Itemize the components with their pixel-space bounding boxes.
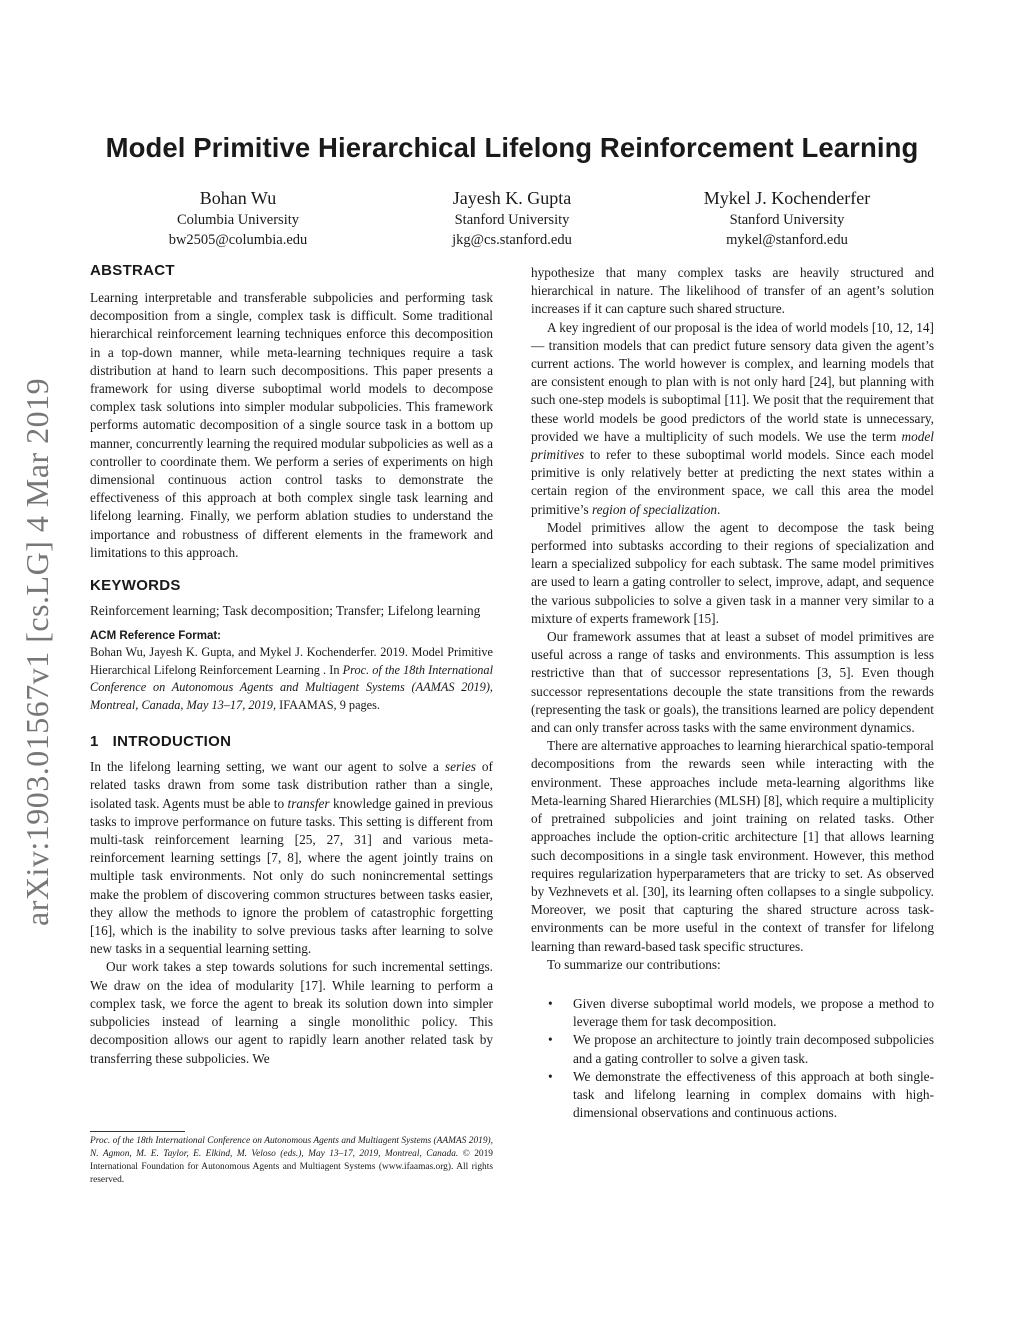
paper-title: Model Primitive Hierarchical Lifelong Reinforcement Learning bbox=[105, 132, 919, 163]
intro-paragraph-6: There are alternative approaches to learning hierarchical spatio-temporal decompositions from the rewards seen while interacting with the environment. These approaches include meta-learning algorithms like Meta-learning Shared Hierarchies (MLSH) [8], which require a multiplicity of pretrained subpolicies and joint training on related tasks. Other approaches include the option-critic architecture [1] that allows learning such decompositions in a single task environment. However, this method requires regularization hyperparameters that are tricky to set. As observed by Vezhnevets et al. [30], its learning often collapses to a single subpolicy. Moreover, we posit that capturing the shared structure across task-environments can be more useful in the context of transfer for lifelong learning than reward-based task specific structures. bbox=[531, 738, 934, 954]
footnote-rule bbox=[90, 1131, 185, 1132]
list-item bbox=[531, 1068, 934, 1123]
author-affiliation: Stanford University bbox=[454, 212, 570, 228]
author-block bbox=[362, 186, 662, 250]
contributions-list bbox=[531, 995, 934, 1122]
section-title: INTRODUCTION bbox=[112, 733, 232, 751]
acm-reference-text bbox=[90, 644, 493, 714]
author-name: Mykel J. Kochenderfer bbox=[703, 188, 871, 208]
acm-reference-label: ACM Reference Format: bbox=[90, 630, 221, 643]
list-item bbox=[531, 1031, 934, 1067]
arxiv-stamp: arXiv:1903.01567v1 [cs.LG] 4 Mar 2019 bbox=[19, 377, 55, 926]
author-name: Jayesh K. Gupta bbox=[452, 188, 572, 208]
intro-paragraph-5: Our framework assumes that at least a subset of model primitives are useful across a range of tasks and environments. This assumption is less restrictive than that of successor representations [3, 5]. Even though successor representations decouple the state transitions from the rewards (representing the task or goals), the transitions learned are policy dependent and can only transfer across tasks with the same environment dynamics. bbox=[531, 629, 934, 736]
section-number: 1 bbox=[90, 733, 99, 751]
right-column bbox=[531, 264, 934, 1122]
author-email: bw2505@columbia.edu bbox=[168, 232, 308, 248]
acm-reference-venue: Proc. of the 18th International Conference on Autonomous Agents and Multiagent Systems (AAMAS 2019), Montreal, Canada, May 13–17, 2019, bbox=[90, 662, 493, 712]
bullet-icon: • bbox=[548, 1068, 553, 1084]
list-item bbox=[531, 995, 934, 1031]
left-column bbox=[90, 261, 493, 1068]
intro-paragraph-1: In the lifelong learning setting, we want our agent to solve a series of related tasks drawn from some task distribution rather than a single, isolated task. Agents must be able to transfer knowledge gained in previous tasks to improve performance on future tasks. This setting is different from multi-task reinforcement learning [25, 27, 31] and various meta-reinforcement learning settings [7, 8], where the agent jointly trains on multiple task environments. Not only do such nonincremental settings make the problem of discovering common structures between tasks easier, they allow the methods to ignore the problem of catastrophic forgetting [16], which is the inability to solve previous tasks after learning to solve new tasks in a sequential learning setting. bbox=[90, 759, 494, 957]
author-email: jkg@cs.stanford.edu bbox=[452, 232, 572, 248]
footnote-venue: Proc. of the 18th International Conference on Autonomous Agents and Multiagent Systems (AAMAS 2019), N. Agmon, M. E. Taylor, E. Elkind, M. Veloso (eds.), May 13–17, 2019, Montreal, Canada. bbox=[90, 1136, 493, 1159]
intro-paragraph-2: Our work takes a step towards solutions for such incremental settings. We draw on the idea of modularity [17]. While learning to perform a complex task, we force the agent to break its solution down into simpler subpolicies instead of learning a single monolithic policy. This decomposition allows our agent to rapidly learn another related task by transferring these subpolicies. We bbox=[90, 959, 493, 1066]
introduction-heading bbox=[90, 732, 493, 752]
intro-paragraph-continued: hypothesize that many complex tasks are heavily structured and hierarchical in nature. The likelihood of transfer of an agent’s solution increases if it can capture such shared structure. bbox=[531, 265, 934, 317]
abstract-text: Learning interpretable and transferable subpolicies and performing task decomposition from a single, complex task is difficult. Some traditional hierarchical reinforcement learning techniques enforce this decomposition in a top-down manner, while meta-learning techniques require a task distribution at hand to learn such decompositions. This paper presents a framework for using diverse suboptimal world models to decompose complex task solutions into simpler modular subpolicies. This framework performs automatic decomposition of a single source task in a bottom up manner, concurrently learning the required modular subpolicies as well as a controller to coordinate them. We perform a series of experiments on high dimensional continuous action control tasks to demonstrate the effectiveness of this approach at both complex single task learning and lifelong learning. Finally, we perform ablation studies to understand the importance and robustness of different elements in the framework and limitations to this approach. bbox=[90, 290, 493, 560]
footnote-copyright: © 2019 International Foundation for Autonomous Agents and Multiagent Systems (www.ifaamas.org). All rights reserved. bbox=[90, 1149, 493, 1185]
abstract-heading: ABSTRACT bbox=[90, 262, 175, 279]
author-affiliation: Columbia University bbox=[176, 212, 300, 228]
intro-paragraph-7: To summarize our contributions: bbox=[547, 956, 721, 972]
list-item-text: We demonstrate the effectiveness of this approach at both single-task and lifelong learning in complex domains with high-dimensional observations and continuous actions. bbox=[573, 1068, 934, 1121]
bullet-icon: • bbox=[548, 995, 553, 1011]
keywords-text: Reinforcement learning; Task decomposition; Transfer; Lifelong learning bbox=[90, 603, 481, 619]
author-block bbox=[637, 186, 937, 250]
list-item-text: Given diverse suboptimal world models, we propose a method to leverage them for task decomposition. bbox=[573, 995, 934, 1030]
copyright-footnote bbox=[90, 1135, 493, 1187]
list-item-text: We propose an architecture to jointly train decomposed subpolicies and a gating controller to solve a given task. bbox=[573, 1032, 934, 1066]
author-affiliation: Stanford University bbox=[729, 212, 845, 228]
intro-paragraph-4: Model primitives allow the agent to decompose the task being performed into subtasks according to their regions of specialization and learn a specialized subpolicy for each subtask. The same model primitives are used to learn a gating controller to select, improve, adapt, and sequence the various subpolicies to solve a given task in a manner very similar to a mixture of experts framework [15]. bbox=[531, 519, 934, 626]
author-block bbox=[88, 186, 388, 250]
keywords-heading: KEYWORDS bbox=[90, 577, 181, 595]
acm-reference-authors: Bohan Wu, Jayesh K. Gupta, and Mykel J. Kochenderfer. 2019. Model Primitive Hierarchical Lifelong Reinforcement Learning . In bbox=[90, 645, 493, 677]
author-email: mykel@stanford.edu bbox=[726, 232, 848, 248]
acm-reference-publisher: IFAAMAS, 9 pages. bbox=[276, 697, 380, 712]
bullet-icon: • bbox=[548, 1032, 553, 1048]
intro-paragraph-3: A key ingredient of our proposal is the idea of world models [10, 12, 14] — transition models that can predict future sensory data given the agent’s current actions. The world however is complex, and learning models that are consistent enough to plan with is not only hard [24], but planning with such one-step models is suboptimal [11]. We posit that the requirement that these world models be good predictors of the world state is unnecessary, provided we have a multiplicity of such models. We use the term model primitives to refer to these suboptimal world models. Since each model primitive is only relatively better at predicting the next states within a certain region of the environment space, we call this area the model primitive’s region of specialization. bbox=[531, 319, 934, 517]
author-name: Bohan Wu bbox=[199, 188, 277, 208]
